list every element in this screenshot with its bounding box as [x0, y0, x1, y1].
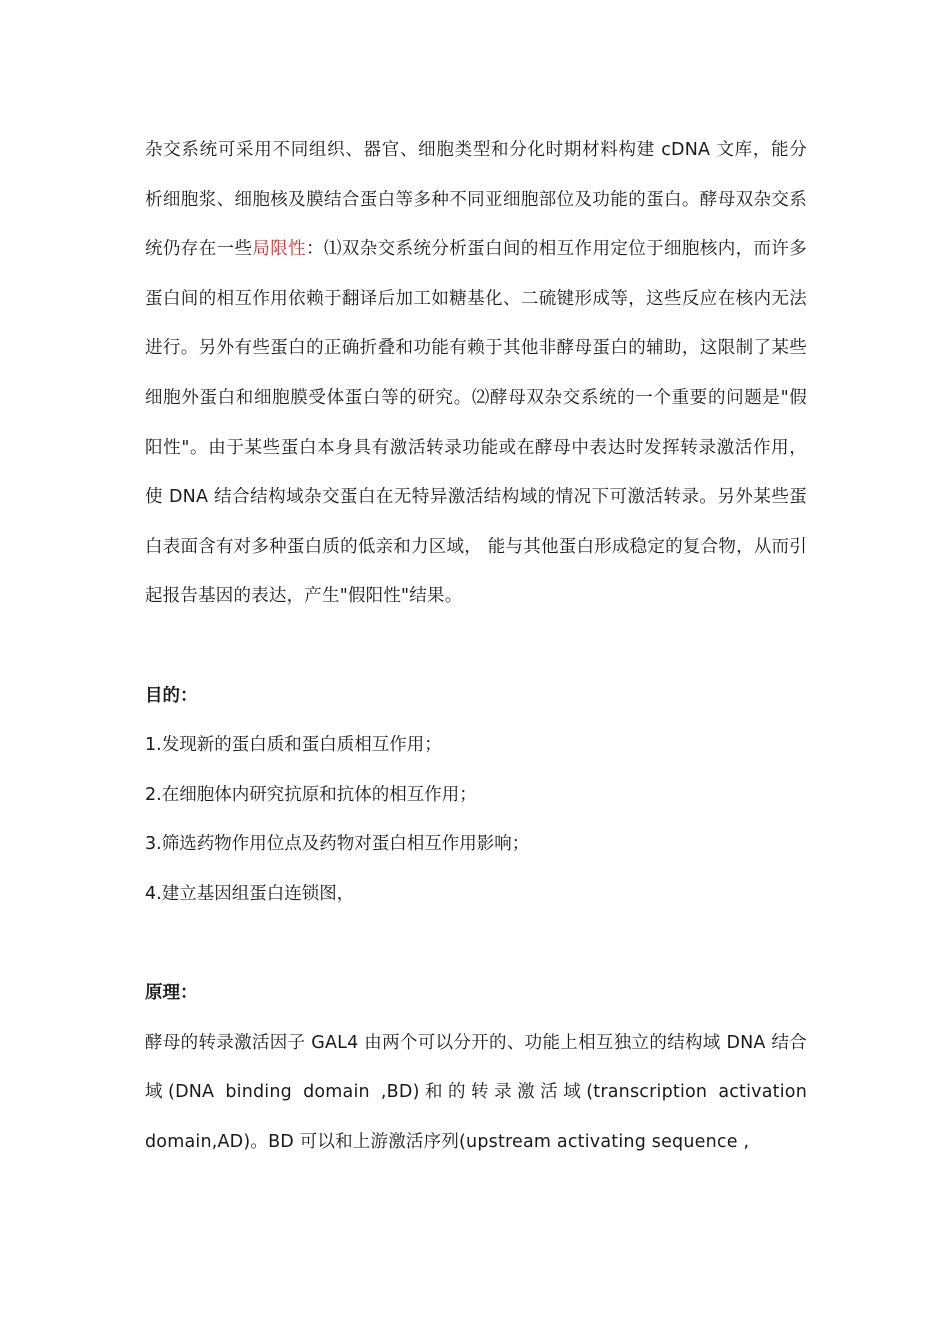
intro-text-part1: 杂交系统可采用不同组织、器官、细胞类型和分化时期材料构建 cDNA 文库，能分析细胞浆、细胞核及膜结合蛋白等多种不同亚细胞部位及功能的蛋白。酵母双杂交系统仍存在一些: [145, 140, 807, 260]
purpose-item-3: 3.筛选药物作用位点及药物对蛋白相互作用影响；: [145, 834, 530, 855]
section-spacer: [145, 622, 807, 672]
purpose-item-4: 4.建立基因组蛋白连锁图，: [145, 883, 355, 904]
purpose-heading: 目的：: [145, 685, 198, 706]
purpose-item-2: 2.在细胞体内研究抗原和抗体的相互作用；: [145, 784, 477, 805]
intro-text-part2: ：⑴双杂交系统分析蛋白间的相互作用定位于细胞核内，而许多蛋白间的相互作用依赖于翻译后加工如糖基化、二硫键形成等，这些反应在核内无法进行。另外有些蛋白的正确折叠和功能有赖于其他非酵母蛋白的辅助，这限制了某些细胞外蛋白和细胞膜受体蛋白等的研究。⑵酵母双杂交系统的一个重要的问题是"假阳性"。由于某些蛋白本身具有激活转录功能或在酵母中表达时发挥转录激活作用，使 DNA 结合结构域杂交蛋白在无特异激活结构域的情况下可激活转录。另外某些蛋白表面含有对多种蛋白质的低亲和力区域， 能与其他蛋白形成稳定的复合物，从而引起报告基因的表达，产生"假阳性"结果。: [145, 239, 808, 607]
document-page: [145, 126, 807, 1167]
purpose-item-1: 1.发现新的蛋白质和蛋白质相互作用；: [145, 735, 442, 756]
section-spacer: [145, 920, 807, 970]
principle-heading: 原理：: [145, 983, 198, 1004]
limitation-highlight: 局限性: [252, 239, 307, 260]
intro-paragraph: [145, 126, 807, 622]
principle-paragraph: 酵母的转录激活因子 GAL4 由两个可以分开的、功能上相互独立的结构域 DNA 结合域(DNA binding domain ,BD)和的转录激活域(transcription activation domain,AD)。BD 可以和上游激活序列(upstream activating sequence ,: [145, 1032, 807, 1152]
